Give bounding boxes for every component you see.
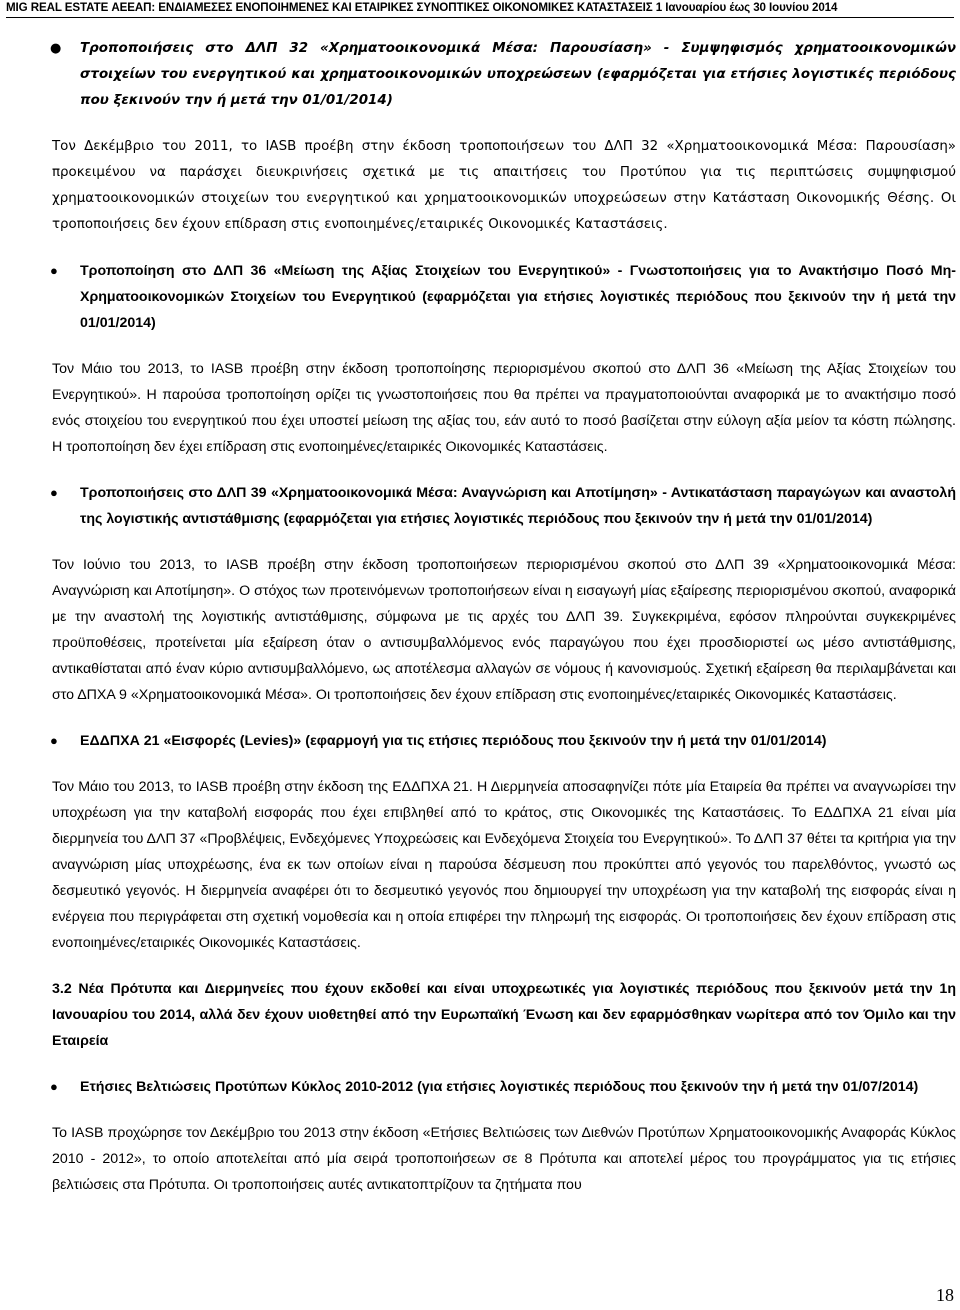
section-heading: 3.2 Νέα Πρότυπα και Διερμηνείες που έχουν εκδοθεί και είναι υποχρεωτικές για λογιστικές περιόδους που ξεκινούν μετά την 1η Ιανουαρίου του 2014, αλλά δεν έχουν υιοθετηθεί από την Ευρωπαϊκή Ένωση και δεν εφαρμόσθηκαν νωρίτερα από τον Όμιλο και την Εταιρεία bbox=[52, 981, 956, 1049]
bullet-icon: ● bbox=[50, 263, 58, 278]
section-title: Τροποποίηση στο ΔΛΠ 36 «Μείωση της Αξίας Στοιχείων του Ενεργητικού» - Γνωστοποιήσεις για το Ανακτήσιμο Ποσό Μη-Χρηματοοικονομικών Στοιχείων του Ενεργητικού (εφαρμόζεται για ετήσιες λογιστικές περιόδους που ξεκινούν την ή μετά την 01/01/2014) bbox=[80, 263, 956, 331]
section-paragraph: Τον Μάιο του 2013, το IASB προέβη στην έκδοση τροποποίησης περιορισμένου σκοπού στο ΔΛΠ 36 «Μείωση της Αξίας Στοιχείων του Ενεργητικού». Η παρούσα τροποποίηση ορίζει τις γνωστοποιήσεις που θα πρέπει να πραγματοποιούνται αναφορικά με το ανακτήσιμο ποσό ενός στοιχείου του ενεργητικού που έχει υποστεί μείωση της αξίας του, εάν αυτό το ποσό βασίζεται στην εύλογη αξία μείον τα κόστη πώλησης. Η τροποποίηση δεν έχει επίδραση στις ενοποιημένες/εταιρικές Οικονομικές Καταστάσεις. bbox=[52, 361, 956, 455]
section-paragraph: Τον Δεκέμβριο του 2011, το IASB προέβη στην έκδοση τροποποιήσεων του ΔΛΠ 32 «Χρηματοοικονομικά Μέσα: Παρουσίαση» προκειμένου να παράσχει διευκρινήσεις σχετικά με τις απαιτήσεις του Προτύπου για τις περιπτώσεις συμψηφισμού χρηματοοικονομικών στοιχείων του ενεργητικού και χρηματοοικονομικών υποχρεώσεων στην Κατάσταση Οικονομικής Θέσης. Οι τροποποιήσεις δεν έχουν επίδραση στις ενοποιημένες/εταιρικές Οικονομικές Καταστάσεις. bbox=[52, 139, 956, 232]
header-divider bbox=[6, 17, 954, 18]
bullet-icon: ● bbox=[50, 485, 58, 500]
bullet-icon: ● bbox=[50, 733, 58, 748]
section-title: Τροποποιήσεις στο ΔΛΠ 32 «Χρηματοοικονομικά Μέσα: Παρουσίαση» - Συμψηφισμός χρηματοοικονομικών στοιχείων του ενεργητικού και χρηματοοικονομικών υποχρεώσεων (εφαρμόζεται για ετήσιες λογιστικές περιόδους που ξεκινούν την ή μετά την 01/01/2014) bbox=[80, 41, 956, 108]
section-title: ΕΔΔΠΧΑ 21 «Εισφορές (Levies)» (εφαρμογή για τις ετήσιες περιόδους που ξεκινούν την ή μετά την 01/01/2014) bbox=[80, 733, 827, 749]
section-paragraph: Το IASB προχώρησε τον Δεκέμβριο του 2013 στην έκδοση «Ετήσιες Βελτιώσεις των Διεθνών Προτύπων Χρηματοοικονομικής Αναφοράς Κύκλος 2010 - 2012», το οποίο αποτελείται από μία σειρά τροποποιήσεων σε 8 Πρότυπα και αποτελεί μέρος του προγράμματος για τις ετήσιες βελτιώσεις στα Πρότυπα. Οι τροποποιήσεις αυτές αντικατοπτρίζουν τα ζητήματα που bbox=[52, 1125, 956, 1193]
section-paragraph: Τον Ιούνιο του 2013, το IASB προέβη στην έκδοση τροποποιήσεων περιορισμένου σκοπού στο ΔΛΠ 39 «Χρηματοοικονομικά Μέσα: Αναγνώριση και Αποτίμηση». Ο στόχος των προτεινόμενων τροποποιήσεων είναι η εισαγωγή μίας εξαίρεσης περιορισμένου σκοπού, αναφορικά με την αναστολή της λογιστικής αντιστάθμισης, σύμφωνα με τις αρχές του ΔΛΠ 39. Συγκεκριμένα, εφόσον πληρούνται συγκεκριμένες προϋποθέσεις, προτείνεται μία εξαίρεση όταν ο αντισυμβαλλόμενος ενός παραγώγου που έχει προσδιοριστεί ως μέσο αντιστάθμισης, αντικαθίσταται από έναν κύριο αντισυμβαλλόμενο, ως αποτέλεσμα αλλαγών σε νόμους ή κανονισμούς. Σχετική εξαίρεση θα περιλαμβάνεται και στο ΔΠΧΑ 9 «Χρηματοοικονομικά Μέσα». Οι τροποποιήσεις δεν έχουν επίδραση στις ενοποιημένες/εταιρικές Οικονομικές Καταστάσεις. bbox=[52, 557, 956, 703]
list-item bbox=[50, 258, 956, 336]
list-item bbox=[50, 36, 956, 114]
bullet-icon: ● bbox=[50, 41, 62, 56]
list-item bbox=[50, 728, 956, 754]
list-item bbox=[50, 1074, 956, 1100]
list-item bbox=[50, 480, 956, 532]
running-header: MIG REAL ESTATE ΑΕΕΑΠ: ΕΝΔΙΑΜΕΣΕΣ ΕΝΟΠΟΙΗΜΕΝΕΣ ΚΑΙ ΕΤΑΙΡΙΚΕΣ ΣΥΝΟΠΤΙΚΕΣ ΟΙΚΟΝΟΜΙΚΕΣ ΚΑΤΑΣΤΑΣΕΙΣ 1 Ιανουαρίου έως 30 Ιουνίου 2014 bbox=[6, 1, 838, 14]
section-paragraph: Τον Μάιο του 2013, το IASB προέβη στην έκδοση της ΕΔΔΠΧΑ 21. Η Διερμηνεία αποσαφηνίζει πότε μία Εταιρεία θα πρέπει να αναγνωρίσει την υποχρέωση για την καταβολή εισφοράς που έχει επιβληθεί από το κράτος, στις Οικονομικές της Καταστάσεις. Το ΕΔΔΠΧΑ 21 είναι μία διερμηνεία του ΔΛΠ 37 «Προβλέψεις, Ενδεχόμενες Υποχρεώσεις και Ενδεχόμενα Στοιχεία του Ενεργητικού». Το ΔΛΠ 37 θέτει τα κριτήρια για την αναγνώριση μίας υποχρέωσης, ένα εκ των οποίων είναι η παρούσα δέσμευση που προκύπτει από γεγονός του παρελθόντος, γνωστό ως δεσμευτικό γεγονός. Η διερμηνεία αναφέρει ότι το δεσμευτικό γεγονός που δημιουργεί την υποχρέωση για την καταβολή της εισφοράς είναι η ενέργεια που περιγράφεται στη σχετική νομοθεσία και η οποία επιφέρει την πληρωμή της εισφοράς. Οι τροποποιήσεις δεν έχουν επίδραση στις ενοποιημένες/εταιρικές Οικονομικές Καταστάσεις. bbox=[52, 779, 956, 951]
bullet-icon: ● bbox=[50, 1079, 58, 1094]
section-title: Τροποποιήσεις στο ΔΛΠ 39 «Χρηματοοικονομικά Μέσα: Αναγνώριση και Αποτίμηση» - Αντικατάσταση παραγώγων και αναστολή της λογιστικής αντιστάθμισης (εφαρμόζεται για ετήσιες λογιστικές περιόδους που ξεκινούν την ή μετά την 01/01/2014) bbox=[80, 485, 956, 527]
page-number: 18 bbox=[936, 1285, 954, 1305]
section-title: Ετήσιες Βελτιώσεις Προτύπων Κύκλος 2010-2012 (για ετήσιες λογιστικές περιόδους που ξεκινούν την ή μετά την 01/07/2014) bbox=[80, 1079, 919, 1095]
document-body bbox=[52, 36, 956, 1198]
